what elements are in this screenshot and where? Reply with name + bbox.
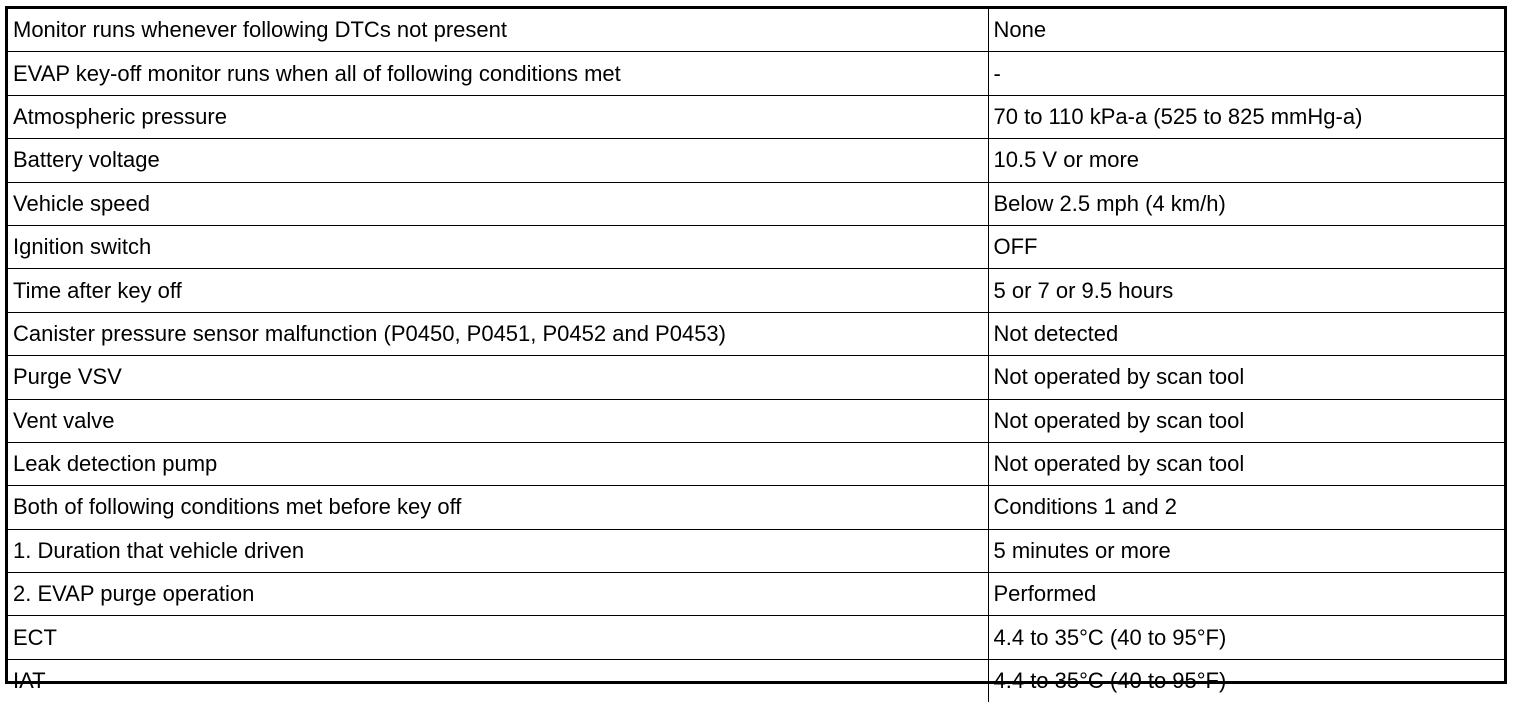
- table-row: [8, 9, 1504, 52]
- table-row: [8, 52, 1504, 95]
- condition-cell: 1. Duration that vehicle driven: [8, 529, 988, 572]
- condition-cell: Vehicle speed: [8, 182, 988, 225]
- condition-cell: Ignition switch: [8, 225, 988, 268]
- condition-cell: Both of following conditions met before key off: [8, 486, 988, 529]
- value-cell: 5 minutes or more: [988, 529, 1504, 572]
- value-cell: 4.4 to 35°C (40 to 95°F): [988, 659, 1504, 702]
- table-row: [8, 529, 1504, 572]
- monitor-conditions-table-frame: [5, 6, 1507, 694]
- value-cell: Below 2.5 mph (4 km/h): [988, 182, 1504, 225]
- value-cell: Not operated by scan tool: [988, 356, 1504, 399]
- condition-cell: Purge VSV: [8, 356, 988, 399]
- table-row: [8, 269, 1504, 312]
- table-row: [8, 616, 1504, 659]
- value-cell: 70 to 110 kPa-a (525 to 825 mmHg-a): [988, 95, 1504, 138]
- value-cell: Not operated by scan tool: [988, 442, 1504, 485]
- condition-cell: IAT: [8, 659, 988, 702]
- condition-cell: Battery voltage: [8, 139, 988, 182]
- condition-cell: Canister pressure sensor malfunction (P0450, P0451, P0452 and P0453): [8, 312, 988, 355]
- condition-cell: Atmospheric pressure: [8, 95, 988, 138]
- condition-cell: Time after key off: [8, 269, 988, 312]
- table-row: [8, 399, 1504, 442]
- value-cell: Performed: [988, 573, 1504, 616]
- table-row: [8, 182, 1504, 225]
- condition-cell: Vent valve: [8, 399, 988, 442]
- table-row: [8, 225, 1504, 268]
- value-cell: 5 or 7 or 9.5 hours: [988, 269, 1504, 312]
- table-row: [8, 442, 1504, 485]
- value-cell: OFF: [988, 225, 1504, 268]
- condition-cell: 2. EVAP purge operation: [8, 573, 988, 616]
- value-cell: None: [988, 9, 1504, 52]
- condition-cell: Leak detection pump: [8, 442, 988, 485]
- monitor-conditions-table: [8, 9, 1504, 702]
- table-row: [8, 139, 1504, 182]
- table-row: [8, 659, 1504, 702]
- value-cell: Not operated by scan tool: [988, 399, 1504, 442]
- value-cell: Conditions 1 and 2: [988, 486, 1504, 529]
- table-row: [8, 356, 1504, 399]
- condition-cell: EVAP key-off monitor runs when all of following conditions met: [8, 52, 988, 95]
- value-cell: -: [988, 52, 1504, 95]
- table-row: [8, 95, 1504, 138]
- table-row: [8, 486, 1504, 529]
- value-cell: 10.5 V or more: [988, 139, 1504, 182]
- condition-cell: ECT: [8, 616, 988, 659]
- value-cell: Not detected: [988, 312, 1504, 355]
- value-cell: 4.4 to 35°C (40 to 95°F): [988, 616, 1504, 659]
- condition-cell: Monitor runs whenever following DTCs not present: [8, 9, 988, 52]
- table-row: [8, 573, 1504, 616]
- table-row: [8, 312, 1504, 355]
